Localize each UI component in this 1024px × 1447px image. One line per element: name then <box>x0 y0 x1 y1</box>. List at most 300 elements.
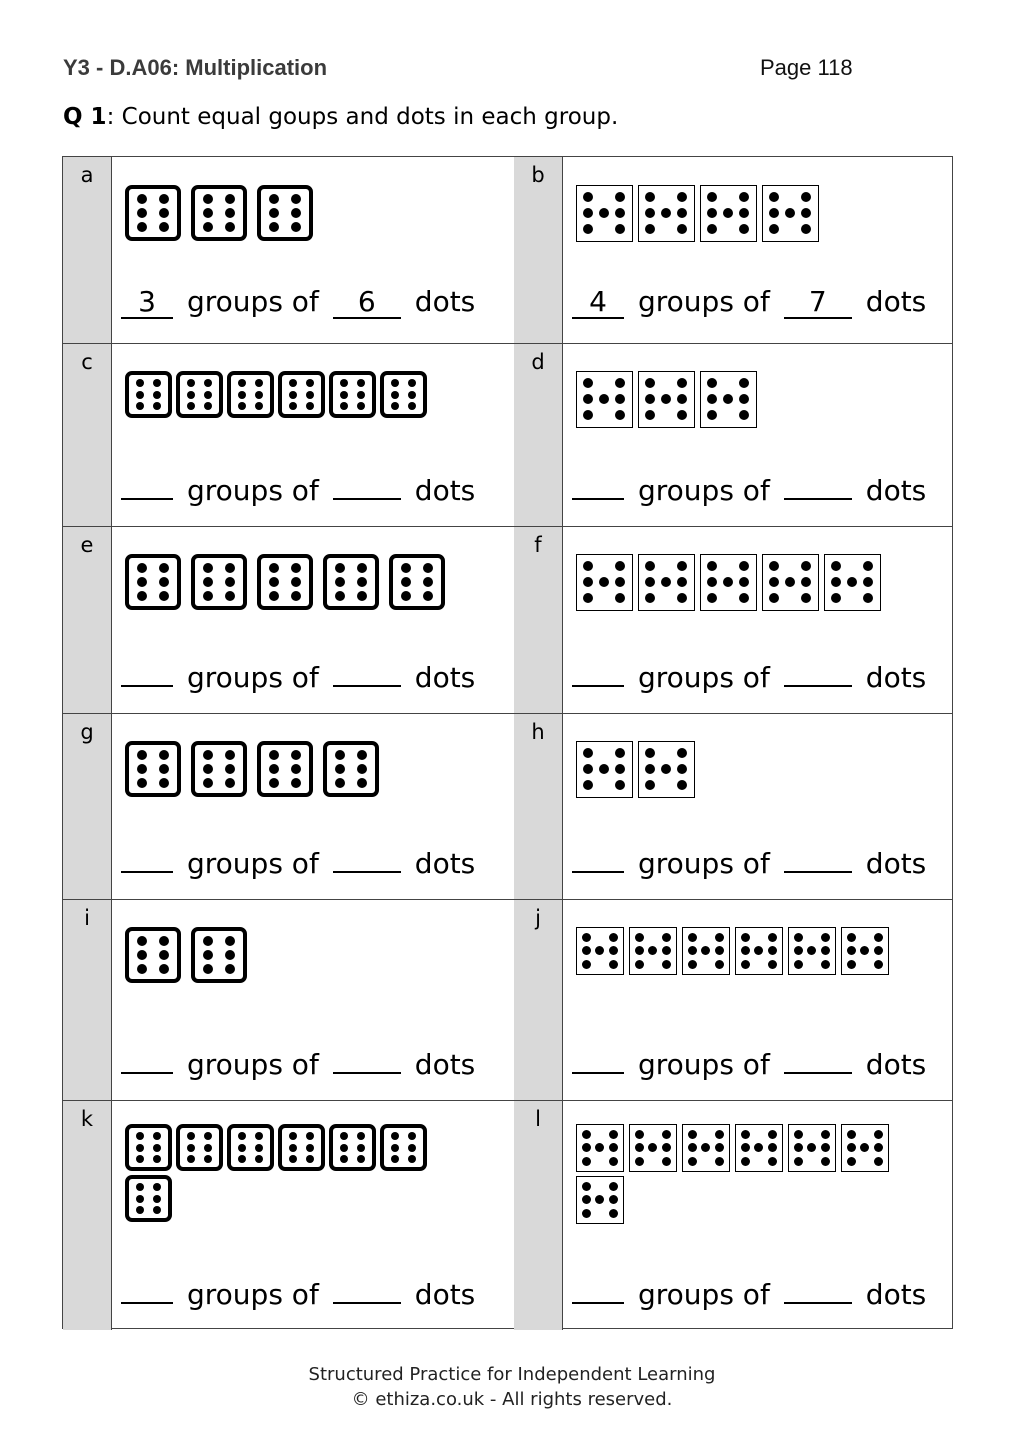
cell-letter: b <box>531 163 545 187</box>
die-dot <box>739 410 749 420</box>
die <box>576 185 633 242</box>
die-dot <box>595 1143 604 1152</box>
die <box>735 927 783 975</box>
die-dot <box>645 577 655 587</box>
die-dot <box>136 402 144 410</box>
die-dot <box>583 780 593 790</box>
die-dot <box>583 561 593 571</box>
exercise-cell-c <box>63 343 514 526</box>
die-dot <box>831 593 841 603</box>
die-dot <box>635 933 644 942</box>
die-dot <box>291 577 301 587</box>
die-dot <box>707 394 717 404</box>
die-dot <box>225 591 235 601</box>
exercise-cell-g <box>63 713 514 899</box>
die-dot <box>289 1132 297 1140</box>
die-dot <box>739 394 749 404</box>
die-dot <box>635 1143 644 1152</box>
die-dot <box>807 946 816 955</box>
dots-text: dots <box>865 661 927 694</box>
die <box>257 741 313 797</box>
exercise-cell-d <box>514 343 954 526</box>
die-dot <box>662 1157 671 1166</box>
die-dot <box>423 577 433 587</box>
die-dot <box>357 750 367 760</box>
die-dot <box>340 391 348 399</box>
die-dot <box>615 394 625 404</box>
die-dot <box>255 1132 263 1140</box>
die <box>700 185 757 242</box>
die-dot <box>645 764 655 774</box>
die-dot <box>203 563 213 573</box>
die-dot <box>645 593 655 603</box>
die-dot <box>137 577 147 587</box>
groups-answer-blank[interactable] <box>572 841 624 873</box>
die-dot <box>677 378 687 388</box>
die-dot <box>723 394 733 404</box>
die-dot <box>203 208 213 218</box>
question-text: : Count equal goups and dots in each group. <box>106 104 619 130</box>
die-dot <box>137 950 147 960</box>
cell-letter: g <box>80 720 94 744</box>
answer-line <box>121 468 475 507</box>
groups-answer-blank[interactable] <box>121 841 173 873</box>
die-dot <box>159 950 169 960</box>
die-dot <box>225 577 235 587</box>
die-dot <box>769 192 779 202</box>
die <box>638 185 695 242</box>
die-dot <box>391 379 399 387</box>
die-dot <box>609 1182 618 1191</box>
die-dot <box>615 577 625 587</box>
die-dot <box>408 1132 416 1140</box>
die-dot <box>203 964 213 974</box>
die-dot <box>159 936 169 946</box>
dots-text: dots <box>865 1048 927 1081</box>
die-dot <box>794 933 803 942</box>
die-dot <box>340 379 348 387</box>
die-dot <box>582 1143 591 1152</box>
die-dot <box>741 946 750 955</box>
die-dot <box>645 208 655 218</box>
die-dot <box>648 946 657 955</box>
die-dot <box>335 778 345 788</box>
die-dot <box>794 1130 803 1139</box>
die-dot <box>615 208 625 218</box>
die <box>329 371 376 418</box>
die-dot <box>860 946 869 955</box>
groups-answer-blank[interactable] <box>572 468 624 500</box>
groups-of-text: groups of <box>187 847 319 880</box>
die-dot <box>357 764 367 774</box>
die <box>788 927 836 975</box>
die-dot <box>769 577 779 587</box>
die-dot <box>768 933 777 942</box>
die-dot <box>306 391 314 399</box>
die-dot <box>677 224 687 234</box>
die-dot <box>739 577 749 587</box>
die-dot <box>863 561 873 571</box>
die-dot <box>661 577 671 587</box>
die-dot <box>583 378 593 388</box>
die-dot <box>648 1143 657 1152</box>
die <box>323 554 379 610</box>
die-dot <box>615 378 625 388</box>
dots-answer-blank[interactable]: 7 <box>784 287 852 319</box>
die <box>125 371 172 418</box>
die-dot <box>291 750 301 760</box>
cell-label-column <box>514 344 563 526</box>
die-dot <box>615 764 625 774</box>
exercise-cell-a <box>63 157 514 343</box>
die-dot <box>677 208 687 218</box>
die-dot <box>269 563 279 573</box>
die-dot <box>701 1143 710 1152</box>
die-dot <box>582 1195 591 1204</box>
cell-label-column <box>514 1101 563 1330</box>
die-dot <box>137 764 147 774</box>
die-dot <box>255 1155 263 1163</box>
die-dot <box>635 960 644 969</box>
die-dot <box>847 577 857 587</box>
die-dot <box>741 960 750 969</box>
die <box>191 741 247 797</box>
die-dot <box>688 933 697 942</box>
die-dot <box>187 1144 195 1152</box>
die-dot <box>583 192 593 202</box>
die-dot <box>225 964 235 974</box>
answer-line <box>572 1042 926 1081</box>
die-dot <box>801 208 811 218</box>
die-dot <box>159 764 169 774</box>
die <box>323 741 379 797</box>
cell-letter: k <box>80 1107 94 1131</box>
footer-line-1: Structured Practice for Independent Learning <box>308 1364 716 1385</box>
die-dot <box>739 593 749 603</box>
die-dot <box>137 194 147 204</box>
die-dot <box>225 936 235 946</box>
die-dot <box>609 1130 618 1139</box>
die-dot <box>677 394 687 404</box>
die-dot <box>635 946 644 955</box>
groups-answer-blank[interactable]: 3 <box>121 287 173 319</box>
die-dot <box>204 1144 212 1152</box>
dots-text: dots <box>865 1278 927 1311</box>
die-dot <box>391 1144 399 1152</box>
die-dot <box>357 1144 365 1152</box>
exercise-cell-f <box>514 526 954 713</box>
answer-line <box>121 841 475 880</box>
groups-of-text: groups of <box>187 474 319 507</box>
exercise-cell-h <box>514 713 954 899</box>
dots-answer-blank[interactable] <box>784 1272 852 1304</box>
die-dot <box>715 933 724 942</box>
die-dot <box>391 1155 399 1163</box>
die-dot <box>153 1155 161 1163</box>
die-dot <box>821 1143 830 1152</box>
die-dot <box>661 394 671 404</box>
cell-letter: c <box>81 350 93 374</box>
die-dot <box>136 1195 144 1203</box>
dots-text: dots <box>414 1278 476 1311</box>
groups-of-text: groups of <box>187 1048 319 1081</box>
die-dot <box>701 946 710 955</box>
die-dot <box>847 946 856 955</box>
dots-answer-blank[interactable]: 6 <box>333 287 401 319</box>
dots-answer-blank[interactable] <box>784 468 852 500</box>
die-dot <box>707 410 717 420</box>
die-dot <box>255 379 263 387</box>
footer-line-2: © ethiza.co.uk - All rights reserved. <box>351 1389 673 1410</box>
die-dot <box>595 1195 604 1204</box>
die-dot <box>715 1157 724 1166</box>
die-dot <box>583 577 593 587</box>
die-dot <box>269 778 279 788</box>
die-dot <box>715 1130 724 1139</box>
die-dot <box>204 391 212 399</box>
die-dot <box>874 960 883 969</box>
die-dot <box>583 224 593 234</box>
groups-answer-blank[interactable] <box>572 1272 624 1304</box>
die-dot <box>137 208 147 218</box>
die-dot <box>582 1130 591 1139</box>
die-dot <box>137 750 147 760</box>
die <box>576 554 633 611</box>
die-dot <box>225 222 235 232</box>
die-dot <box>741 1130 750 1139</box>
groups-answer-blank[interactable] <box>121 1042 173 1074</box>
die-dot <box>662 960 671 969</box>
die-dot <box>238 391 246 399</box>
die-dot <box>335 764 345 774</box>
die-dot <box>159 563 169 573</box>
die-dot <box>688 1157 697 1166</box>
die <box>380 371 427 418</box>
die-dot <box>306 1132 314 1140</box>
dots-answer-blank[interactable] <box>784 1042 852 1074</box>
die <box>762 554 819 611</box>
die-dot <box>688 1143 697 1152</box>
cell-letter: f <box>534 533 542 557</box>
die-dot <box>599 394 609 404</box>
die <box>682 927 730 975</box>
die-dot <box>408 1155 416 1163</box>
die-dot <box>408 1144 416 1152</box>
die-dot <box>583 208 593 218</box>
die-dot <box>677 593 687 603</box>
die-dot <box>291 591 301 601</box>
die-dot <box>357 402 365 410</box>
dots-text: dots <box>865 474 927 507</box>
groups-of-text: groups of <box>638 661 770 694</box>
die-dot <box>707 378 717 388</box>
die-dot <box>582 960 591 969</box>
die-dot <box>203 577 213 587</box>
cell-label-column <box>514 714 563 899</box>
die-dot <box>159 750 169 760</box>
die-dot <box>582 1182 591 1191</box>
die <box>389 554 445 610</box>
cell-label-column <box>63 344 112 526</box>
die-dot <box>225 208 235 218</box>
die-dot <box>615 561 625 571</box>
die <box>125 185 181 241</box>
groups-answer-blank[interactable] <box>572 1042 624 1074</box>
die-dot <box>662 1130 671 1139</box>
die <box>380 1124 427 1171</box>
die-dot <box>769 561 779 571</box>
dots-text: dots <box>414 285 476 318</box>
die-dot <box>391 391 399 399</box>
die-dot <box>401 591 411 601</box>
die-dot <box>401 563 411 573</box>
die-dot <box>423 591 433 601</box>
die-dot <box>635 1130 644 1139</box>
die-dot <box>794 1157 803 1166</box>
exercise-grid <box>62 156 953 1329</box>
die-dot <box>306 379 314 387</box>
die-dot <box>238 379 246 387</box>
die-dot <box>801 577 811 587</box>
die <box>824 554 881 611</box>
die <box>841 1124 889 1172</box>
die-dot <box>801 224 811 234</box>
die-dot <box>289 1155 297 1163</box>
die-dot <box>863 577 873 587</box>
die <box>576 741 633 798</box>
die-dot <box>741 933 750 942</box>
dots-text: dots <box>865 285 927 318</box>
cell-label-column <box>514 900 563 1100</box>
die-dot <box>821 1130 830 1139</box>
die-dot <box>136 379 144 387</box>
die-dot <box>609 1195 618 1204</box>
groups-answer-blank[interactable] <box>121 655 173 687</box>
die-dot <box>136 391 144 399</box>
die-dot <box>401 577 411 587</box>
die-dot <box>269 750 279 760</box>
die-dot <box>615 192 625 202</box>
dots-text: dots <box>865 847 927 880</box>
die-dot <box>599 764 609 774</box>
groups-of-text: groups of <box>638 1278 770 1311</box>
die-dot <box>794 1143 803 1152</box>
groups-answer-blank[interactable]: 4 <box>572 287 624 319</box>
die-dot <box>137 936 147 946</box>
groups-answer-blank[interactable] <box>121 468 173 500</box>
die <box>841 927 889 975</box>
die-dot <box>289 1144 297 1152</box>
groups-of-text: groups of <box>187 661 319 694</box>
die-dot <box>203 750 213 760</box>
die-dot <box>225 750 235 760</box>
die-dot <box>291 563 301 573</box>
die-dot <box>677 577 687 587</box>
cell-letter: l <box>535 1107 541 1131</box>
die-dot <box>807 1143 816 1152</box>
die-dot <box>847 1130 856 1139</box>
die-dot <box>408 391 416 399</box>
die-dot <box>645 780 655 790</box>
dots-answer-blank[interactable] <box>784 655 852 687</box>
die <box>638 741 695 798</box>
die-dot <box>582 1157 591 1166</box>
dots-answer-blank[interactable] <box>784 841 852 873</box>
die-dot <box>136 1155 144 1163</box>
die-dot <box>707 208 717 218</box>
die-dot <box>340 402 348 410</box>
die-dot <box>187 1155 195 1163</box>
die <box>576 1124 624 1172</box>
die-dot <box>768 1130 777 1139</box>
die <box>125 741 181 797</box>
die-dot <box>874 1130 883 1139</box>
die-dot <box>238 1144 246 1152</box>
groups-answer-blank[interactable] <box>121 1272 173 1304</box>
question-prompt <box>63 104 618 130</box>
die-dot <box>688 1130 697 1139</box>
die <box>125 1124 172 1171</box>
dots-answer-blank[interactable] <box>333 468 401 500</box>
die <box>125 1175 172 1222</box>
die-dot <box>609 933 618 942</box>
die-dot <box>715 1143 724 1152</box>
die-dot <box>335 577 345 587</box>
die-dot <box>187 379 195 387</box>
die-dot <box>847 960 856 969</box>
die-dot <box>137 964 147 974</box>
dots-answer-blank[interactable] <box>333 1272 401 1304</box>
die <box>125 554 181 610</box>
cell-letter: j <box>535 906 541 930</box>
die-dot <box>340 1132 348 1140</box>
die-dot <box>582 1209 591 1218</box>
dots-answer-blank[interactable] <box>333 841 401 873</box>
die-dot <box>715 960 724 969</box>
die-dot <box>874 946 883 955</box>
die-dot <box>203 591 213 601</box>
die-dot <box>707 561 717 571</box>
die-dot <box>801 192 811 202</box>
die-dot <box>291 764 301 774</box>
die <box>576 371 633 428</box>
die-dot <box>269 591 279 601</box>
die-dot <box>291 208 301 218</box>
die-dot <box>741 1157 750 1166</box>
die-dot <box>335 591 345 601</box>
groups-of-text: groups of <box>638 1048 770 1081</box>
die-dot <box>423 563 433 573</box>
exercise-cell-i <box>63 899 514 1100</box>
die <box>700 554 757 611</box>
dots-answer-blank[interactable] <box>333 1042 401 1074</box>
cell-label-column <box>514 527 563 713</box>
die-dot <box>599 577 609 587</box>
answer-line <box>572 285 926 319</box>
die-dot <box>159 591 169 601</box>
dots-answer-blank[interactable] <box>333 655 401 687</box>
die-dot <box>203 222 213 232</box>
question-label: Q 1 <box>63 104 107 130</box>
die-dot <box>615 224 625 234</box>
die-dot <box>159 194 169 204</box>
die <box>638 371 695 428</box>
die-dot <box>677 748 687 758</box>
die-dot <box>741 1143 750 1152</box>
die-dot <box>357 1132 365 1140</box>
die-dot <box>408 402 416 410</box>
groups-answer-blank[interactable] <box>572 655 624 687</box>
